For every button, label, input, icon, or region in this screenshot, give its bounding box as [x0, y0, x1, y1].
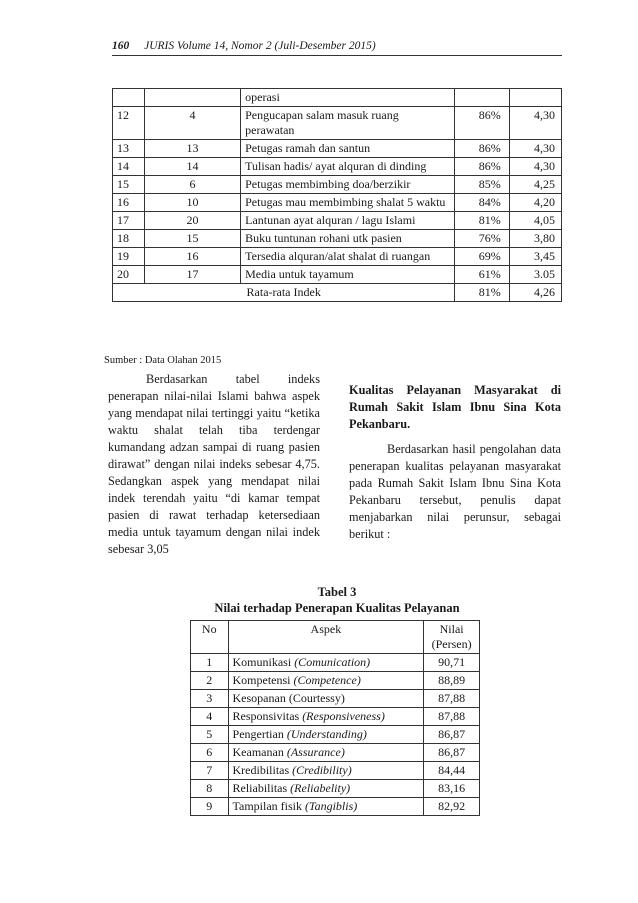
table-header-row: No Aspek Nilai (Persen)	[191, 621, 480, 654]
table-row: 2 Kompetensi (Competence) 88,89	[191, 672, 480, 690]
table3-label: Tabel 3	[317, 585, 357, 599]
table-row: 19 16 Tersedia alquran/alat shalat di ruangan 69% 3,45	[113, 248, 562, 266]
table-row: 4 Responsivitas (Responsiveness) 87,88	[191, 708, 480, 726]
right-column	[349, 382, 561, 543]
average-percent: 81%	[455, 284, 509, 302]
table-row: 12 4 Pengucapan salam masuk ruang perawatan 86% 4,30	[113, 107, 562, 140]
table-row-average	[113, 284, 562, 302]
table3-title: Nilai terhadap Penerapan Kualitas Pelayanan	[214, 601, 460, 615]
average-label: Rata-rata Indek	[113, 284, 455, 302]
table-row: 5 Pengertian (Understanding) 86,87	[191, 726, 480, 744]
table-row: 8 Reliabilitas (Reliabelity) 83,16	[191, 780, 480, 798]
table-row	[113, 89, 562, 107]
table-row: 15 6 Petugas membimbing doa/berzikir 85% 4,25	[113, 176, 562, 194]
left-column	[108, 371, 320, 558]
table-row: 18 15 Buku tuntunan rohani utk pasien 76% 3,80	[113, 230, 562, 248]
section-heading: Kualitas Pelayanan Masyarakat di Rumah Sakit Islam Ibnu Sina Kota Pekanbaru.	[349, 383, 561, 431]
table-cell-aspect: operasi	[241, 89, 455, 107]
table-row: 9 Tampilan fisik (Tangiblis) 82,92	[191, 798, 480, 816]
table-row: 3 Kesopanan (Courtessy) 87,88	[191, 690, 480, 708]
table-row: 6 Keamanan (Assurance) 86,87	[191, 744, 480, 762]
table-row: 7 Kredibilitas (Credibility) 84,44	[191, 762, 480, 780]
table-row: 13 13 Petugas ramah dan santun 86% 4,30	[113, 140, 562, 158]
table-row: 14 14 Tulisan hadis/ ayat alquran di dinding 86% 4,30	[113, 158, 562, 176]
table-row: 1 Komunikasi (Comunication) 90,71	[191, 654, 480, 672]
table-row: 16 10 Petugas mau membimbing shalat 5 waktu 84% 4,20	[113, 194, 562, 212]
table-row: 20 17 Media untuk tayamum 61% 3.05	[113, 266, 562, 284]
table-source-note: Sumber : Data Olahan 2015	[104, 355, 222, 366]
journal-title: JURIS Volume 14, Nomor 2 (Juli-Desember 2015)	[144, 40, 376, 52]
running-header	[112, 40, 562, 56]
table3-caption	[112, 584, 562, 616]
service-quality-table	[190, 620, 480, 816]
right-paragraph: Berdasarkan hasil pengolahan data penerapan kualitas pelayanan masyarakat pada Rumah Sakit Islam Ibnu Sina Kota Pekanbaru tersebut, penulis dapat menjabarkan nilai perunsur, sebagai berikut :	[349, 442, 561, 541]
table-row: 17 20 Lantunan ayat alquran / lagu Islami 81% 4,05	[113, 212, 562, 230]
islamic-values-index-table	[112, 88, 562, 302]
left-paragraph: Berdasarkan tabel indeks penerapan nilai-nilai Islami bahwa aspek yang mendapat nilai tertinggi yaitu “ketika waktu shalat telah tiba terdengar kumandang adzan sampai di ruang pasien dirawat” dengan nilai indeks sebesar 4,75. Sedangkan aspek yang mendapat nilai indek terendah yaitu “di kamar tempat pasien di rawat terhadap ketersediaan media untuk tayamum dengan nilai indek sebesar 3,05	[108, 372, 320, 556]
page-number: 160	[112, 40, 130, 52]
average-index: 4,26	[509, 284, 561, 302]
